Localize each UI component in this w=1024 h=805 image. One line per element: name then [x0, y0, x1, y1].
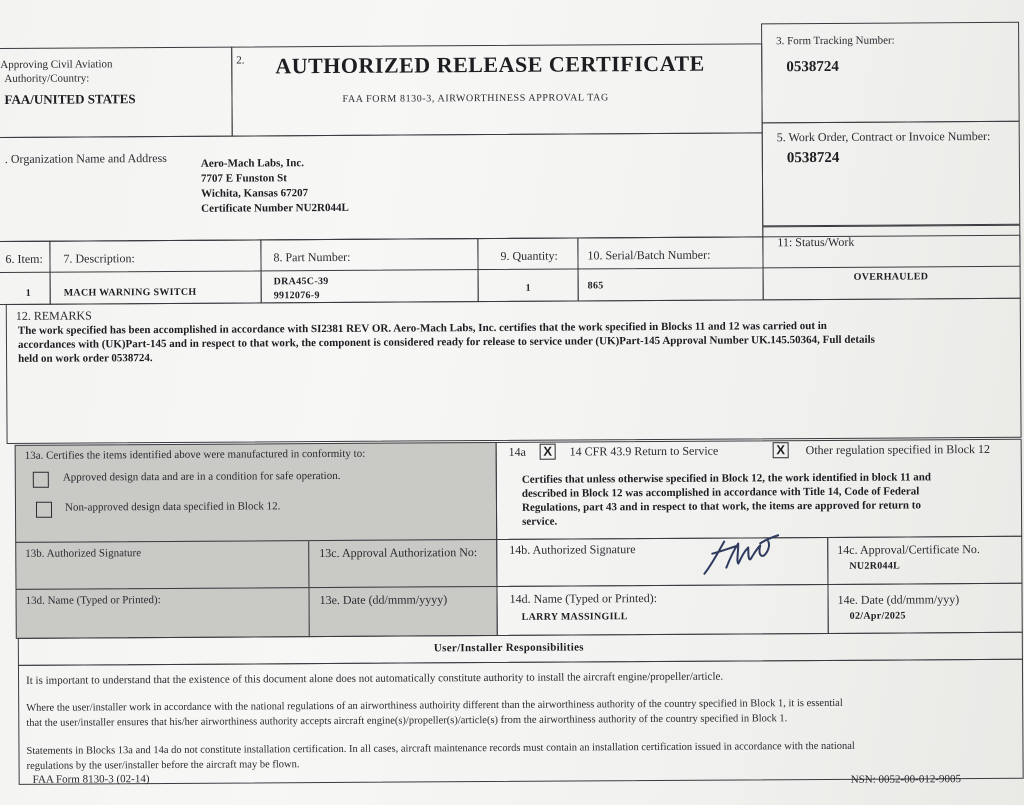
printed-name: LARRY MASSINGILL: [521, 611, 628, 623]
remarks-label: 12. REMARKS: [15, 308, 92, 323]
block-1-label-line1: Approving Civil Aviation: [0, 58, 113, 71]
form-id: FAA Form 8130-3 (02-14): [32, 773, 150, 786]
serial-number: 865: [587, 280, 604, 292]
14a-text-line-4: service.: [522, 515, 558, 528]
other-regulation-checkbox[interactable]: X: [773, 442, 789, 458]
block-13e-label: 13e. Date (dd/mmm/yyyy): [319, 592, 448, 608]
address-line-4: Certificate Number NU2R044L: [201, 201, 349, 215]
approved-design-checkbox[interactable]: [33, 472, 49, 488]
description-header: 7. Description:: [63, 251, 135, 266]
14a-text-line-3: Regulations, part 43 and in respect to that work, the items are approved for return to: [521, 499, 921, 514]
block-13d-label: 13d. Name (Typed or Printed):: [25, 594, 161, 607]
block-13c-label: 13c. Approval Authorization No:: [319, 545, 478, 561]
address-line-3: Wichita, Kansas 67207: [201, 187, 309, 200]
block-14c-label: 14c. Approval/Certificate No.: [837, 542, 980, 557]
14a-text-line-1: Certifies that unless otherwise specified in Block 12, the work identified in block 11 and: [521, 471, 932, 486]
remarks-line-1: The work specified has been accomplished in accordance with SI2381 REV OR. Aero-Mach Labs, Inc. certifies that the work specified in Blocks 11 and 12 was carried out in: [17, 319, 827, 337]
organization-address: [201, 156, 349, 217]
address-line-2: 7707 E Funston St: [200, 172, 287, 185]
block-5-label: 5. Work Order, Contract or Invoice Number:: [776, 128, 991, 145]
block-14b-label: 14b. Authorized Signature: [509, 542, 636, 557]
block-14d-label: 14d. Name (Typed or Printed):: [509, 590, 658, 606]
block-13b-label: 13b. Authorized Signature: [25, 547, 142, 560]
nsn-number: NSN: 0052-00-012-9005: [850, 773, 962, 786]
remarks-line-2: accordances with (UK)Part-145 and in respect to that work, the component is considered ready for release to service under (UK)Part-145 Approval Number UK.145.50364, Full details: [17, 333, 875, 351]
other-regulation-label: Other regulation specified in Block 12: [805, 441, 990, 458]
quantity-header: 9. Quantity:: [500, 248, 558, 263]
part-number-header: 8. Part Number:: [273, 249, 351, 265]
work-order-number: 0538724: [786, 149, 840, 167]
responsibility-paragraph-2-line-1: Where the user/installer work in accordance with the national regulations of an airworthiness authoirity different than the airworthiness authority of the country specified in Block 1, it is essential: [26, 697, 843, 714]
responsibility-paragraph-1: It is important to understand that the existence of this document alone does not automatically constitute authority to install the aircraft engine/propeller/article.: [26, 670, 724, 687]
block-3-label: 3. Form Tracking Number:: [776, 34, 895, 48]
items-col-serial: [577, 236, 763, 301]
approval-certificate-number: NU2R044L: [849, 560, 901, 572]
responsibilities-title: User/Installer Responsibilities: [433, 641, 584, 655]
status-work: OVERHAULED: [853, 271, 929, 283]
release-date: 02/Apr/2025: [849, 610, 906, 622]
item-number: 1: [25, 287, 32, 299]
block-13a-label: 13a. Certifies the items identified above were manufactured in conformity to:: [24, 447, 366, 462]
approved-design-label: Approved design data and are in a condition for safe operation.: [62, 469, 341, 484]
block-14e: [827, 583, 1022, 634]
non-approved-design-label: Non-approved design data specified in Block 12.: [64, 500, 281, 514]
block-1-label-line2: Authority/Country:: [4, 72, 90, 85]
block-2-number: 2.: [236, 54, 245, 67]
block-14e-label: 14e. Date (dd/mmm/yyy): [837, 592, 960, 607]
address-line-1: Aero-Mach Labs, Inc.: [200, 157, 305, 170]
block-4: [0, 132, 763, 242]
item-description: MACH WARNING SWITCH: [63, 286, 197, 299]
part-number-2: 9912076-9: [273, 290, 320, 302]
document-title: AUTHORIZED RELEASE CERTIFICATE: [275, 50, 705, 79]
return-to-service-checkbox[interactable]: X: [540, 444, 556, 460]
document-subtitle: FAA FORM 8130-3, AIRWORTHINESS APPROVAL TAG: [342, 92, 609, 105]
14a-text-line-2: described in Block 12 was accomplished in accordance with Title 14, Code of Federal: [521, 485, 920, 500]
part-number-1: DRA45C-39: [273, 275, 329, 288]
form-tracking-number: 0538724: [786, 58, 839, 76]
block-4-label: . Organization Name and Address: [4, 150, 167, 166]
approving-authority: FAA/UNITED STATES: [4, 91, 136, 107]
responsibility-paragraph-3-line-1: Statements in Blocks 13a and 14a do not constitute installation certification. In all cases, aircraft maintenance records must contain an installation certification issued in accordance with the national: [26, 740, 855, 757]
responsibility-paragraph-3-line-2: regulations by the user/installer before the aircraft may be flown.: [26, 759, 300, 772]
block-14a-label: 14a: [508, 444, 527, 459]
form-frame: [0, 12, 1021, 786]
non-approved-design-checkbox[interactable]: [36, 502, 52, 518]
item-quantity: 1: [525, 282, 532, 294]
block-12-remarks: [6, 298, 1022, 444]
responsibility-paragraph-2-line-2: that the user/installer ensures that his/her airworthiness authority accepts aircraft engine(s)/propeller(s)/article(s) from the airworthiness authority of the country specified in Block 1.: [26, 713, 788, 729]
authorized-signature: [698, 533, 788, 578]
status-header: 11: Status/Work: [777, 234, 855, 250]
return-to-service-label: 14 CFR 43.9 Return to Service: [569, 443, 719, 459]
remarks-line-3: held on work order 0538724.: [18, 352, 153, 365]
item-header: 6. Item:: [5, 251, 43, 266]
serial-header: 10. Serial/Batch Number:: [587, 247, 711, 263]
